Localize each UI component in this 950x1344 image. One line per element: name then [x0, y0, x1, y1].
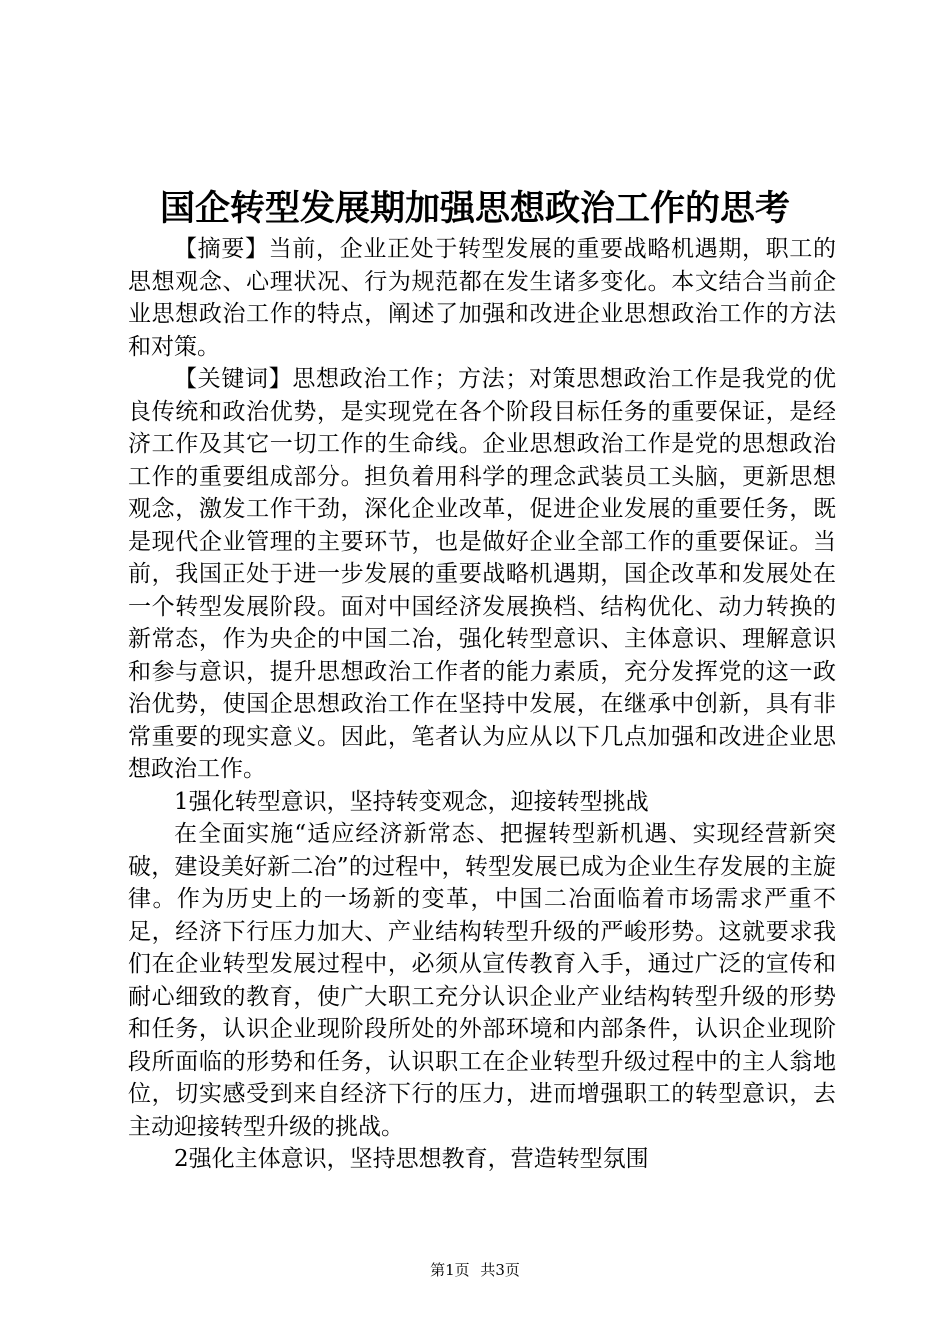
page-number: 第1页	[430, 1261, 470, 1279]
section-heading-1: 1强化转型意识，坚持转变观念，迎接转型挑战	[174, 788, 649, 815]
abstract-paragraph: 【摘要】当前，企业正处于转型发展的重要战略机遇期，职工的思想观念、心理状况、行为规范都在发生诸多变化。本文结合当前企业思想政治工作的特点，阐述了加强和改进企业思想政治工作的方法和对策。	[128, 236, 836, 360]
section-heading-2: 2强化主体意识，坚持思想教育，营造转型氛围	[174, 1146, 649, 1172]
document-title: 国企转型发展期加强思想政治工作的思考	[159, 188, 790, 229]
section-1-paragraph: 在全面实施“适应经济新常态、把握转型新机遇、实现经营新突破，建设美好新二冶”的过程中，转型发展已成为企业生存发展的主旋律。作为历史上的一场新的变革，中国二冶面临着市场需求严重不足，经济下行压力加大、产业结构转型升级的严峻形势。这就要求我们在企业转型发展过程中，必须从宣传教育入手，通过广泛的宣传和耐心细致的教育，使广大职工充分认识企业产业结构转型升级的形势和任务，认识企业现阶段所处的外部环境和内部条件，认识企业现阶段所面临的形势和任务，认识职工在企业转型升级过程中的主人翁地位，切实感受到来自经济下行的压力，进而增强职工的转型意识，去主动迎接转型升级的挑战。	[128, 821, 836, 1140]
keywords-paragraph: 【关键词】思想政治工作；方法；对策思想政治工作是我党的优良传统和政治优势，是实现党在各个阶段目标任务的重要保证，是经济工作及其它一切工作的生命线。企业思想政治工作是党的思想政治工作的重要组成部分。担负着用科学的理念武装员工头脑，更新思想观念，激发工作干劲，深化企业改革，促进企业发展的重要任务，既是现代企业管理的主要环节，也是做好企业全部工作的重要保证。当前，我国正处于进一步发展的重要战略机遇期，国企改革和发展处在一个转型发展阶段。面对中国经济发展换档、结构优化、动力转换的新常态，作为央企的中国二冶，强化转型意识、主体意识、理解意识和参与意识，提升思想政治工作者的能力素质，充分发挥党的这一政治优势，使国企思想政治工作在坚持中发展，在继承中创新，具有非常重要的现实意义。因此，笔者认为应从以下几点加强和改进企业思想政治工作。	[128, 366, 836, 782]
document-body	[128, 233, 836, 1176]
page-total: 共3页	[480, 1261, 520, 1279]
page-footer	[0, 1260, 950, 1280]
